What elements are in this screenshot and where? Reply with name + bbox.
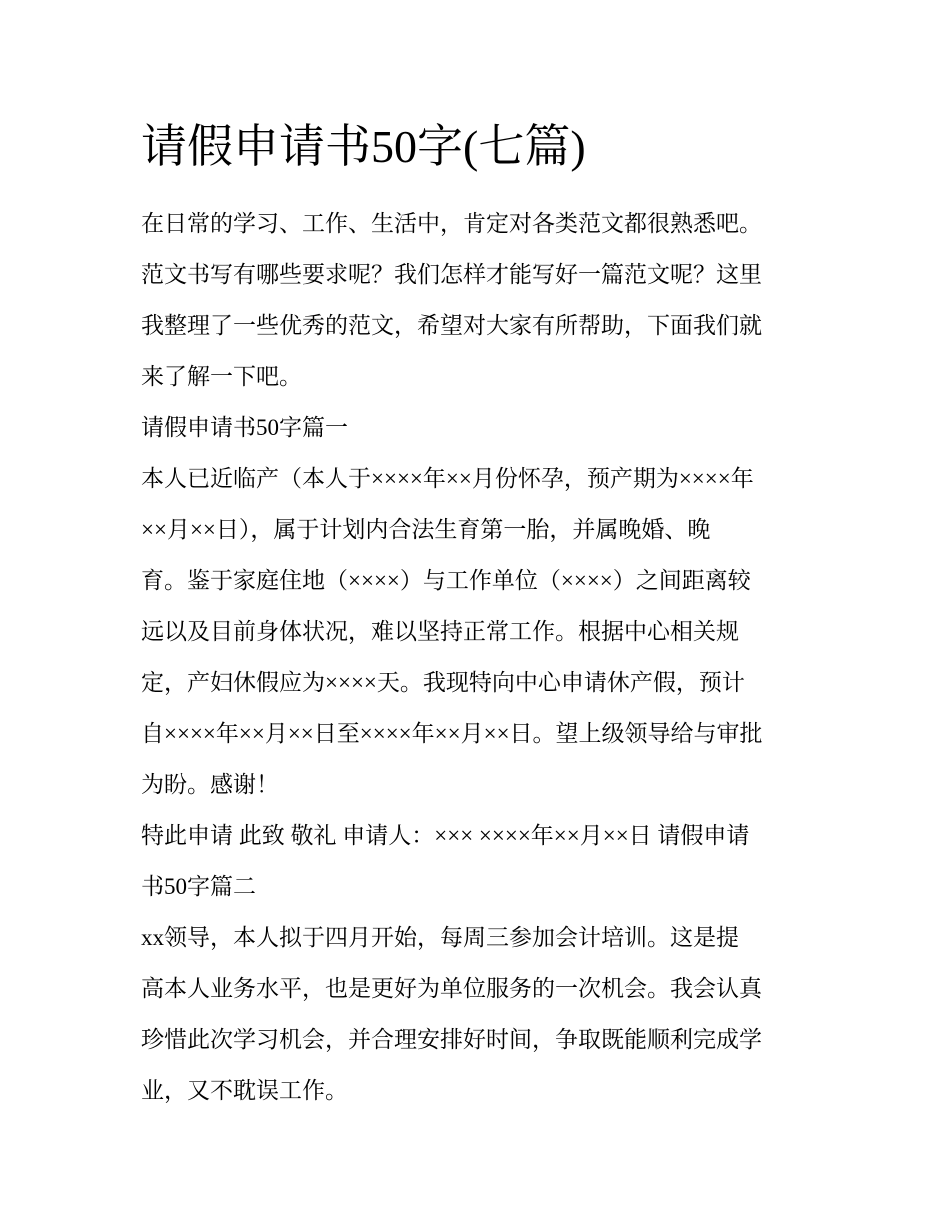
body-line: 范文书写有哪些要求呢？我们怎样才能写好一篇范文呢？这里: [141, 262, 762, 287]
body-line: ××月××日），属于计划内合法生育第一胎，并属晚婚、晚: [141, 517, 711, 542]
body-line: 自××××年××月××日至××××年××月××日。望上级领导给与审批: [141, 721, 763, 746]
body-line: 业，又不耽误工作。: [141, 1078, 348, 1103]
body-line: 特此申请 此致 敬礼 申请人：××× ××××年××月××日 请假申请: [141, 823, 750, 848]
body-line: 为盼。感谢！: [141, 772, 279, 797]
body-line: 定，产妇休假应为××××天。我现特向中心申请休产假，预计: [141, 670, 745, 695]
document-title: 请假申请书50字(七篇): [141, 121, 586, 172]
section-heading-1: 请假申请书50字篇一: [141, 415, 348, 440]
body-line: xx领导，本人拟于四月开始，每周三参加会计培训。这是提: [141, 925, 739, 950]
body-line: 远以及目前身体状况，难以坚持正常工作。根据中心相关规: [141, 619, 739, 644]
section-heading-2: 书50字篇二: [141, 874, 256, 899]
body-line: 育。鉴于家庭住地（××××）与工作单位（××××）之间距离较: [141, 568, 751, 593]
body-line: 来了解一下吧。: [141, 364, 302, 389]
body-line: 在日常的学习、工作、生活中，肯定对各类范文都很熟悉吧。: [141, 211, 762, 236]
body-line: 珍惜此次学习机会，并合理安排好时间，争取既能顺利完成学: [141, 1027, 762, 1052]
body-line: 本人已近临产（本人于××××年××月份怀孕，预产期为××××年: [141, 466, 754, 491]
document-body: [141, 198, 821, 1116]
body-line: 我整理了一些优秀的范文，希望对大家有所帮助，下面我们就: [141, 313, 762, 338]
body-line: 高本人业务水平，也是更好为单位服务的一次机会。我会认真: [141, 976, 762, 1001]
